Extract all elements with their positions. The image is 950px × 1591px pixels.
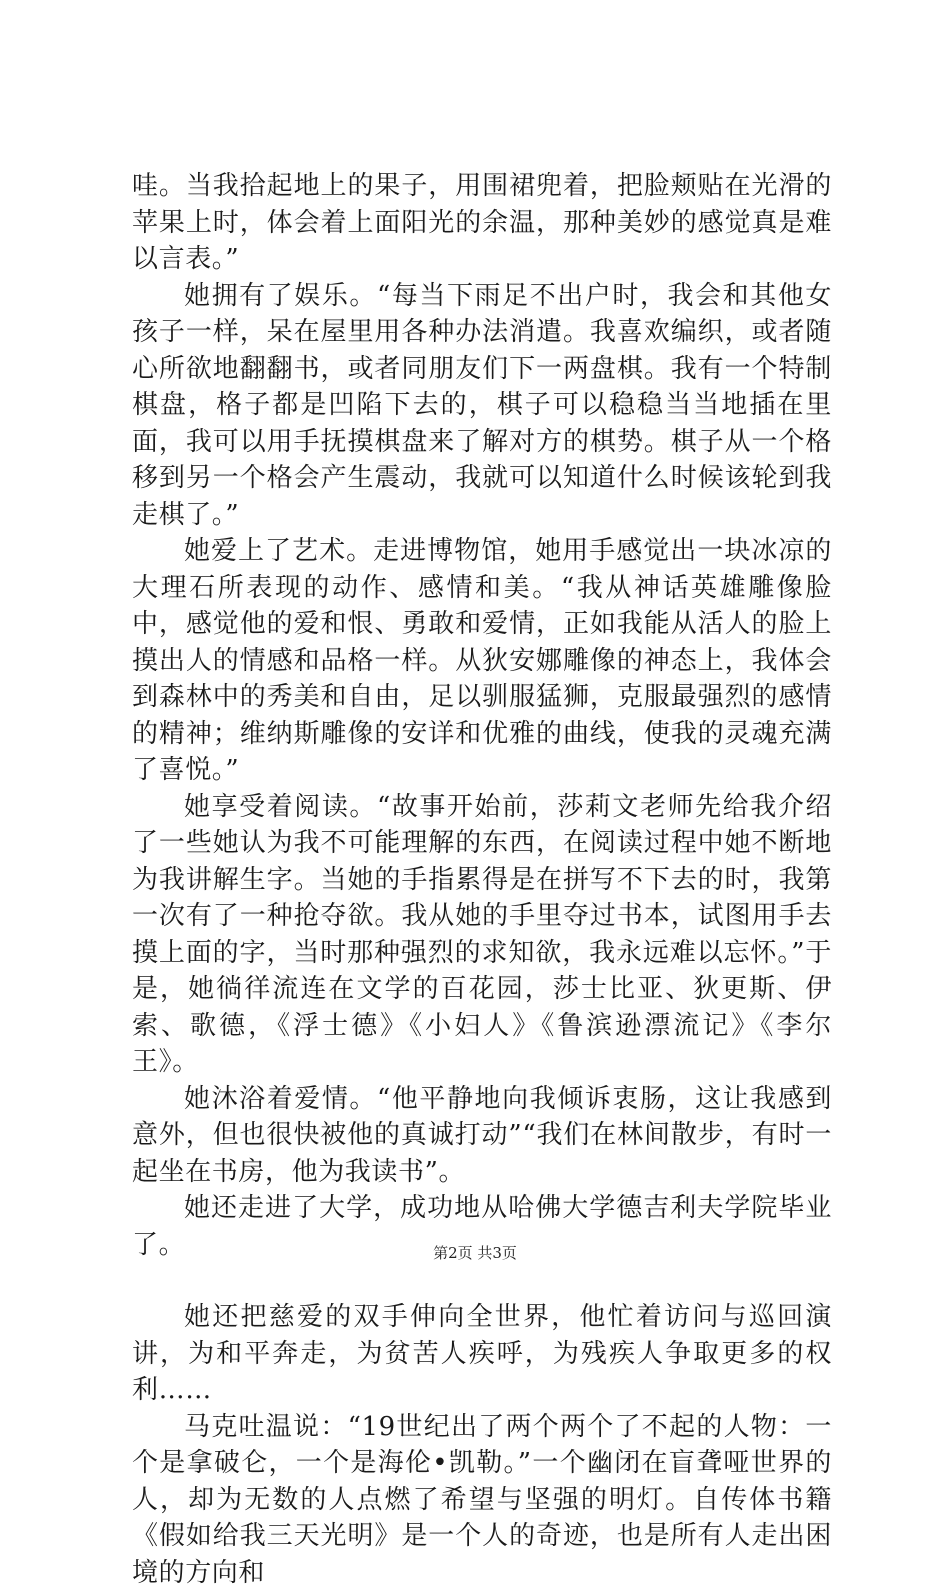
paragraph-art: 她爱上了艺术。走进博物馆，她用手感觉出一块冰凉的大理石所表现的动作、感情和美。“我从神话英雄雕像脸中，感觉他的爱和恨、勇敢和爱情，正如我能从活人的脸上摸出人的情感和品格一样。从狄安娜雕像的神态上，我体会到森林中的秀美和自由，足以驯服猛狮，克服最强烈的感情的精神；维纳斯雕像的安详和优雅的曲线，使我的灵魂充满了喜悦。” — [132, 533, 832, 789]
paragraph-university: 她还走进了大学，成功地从哈佛大学德吉利夫学院毕业了。 — [132, 1190, 832, 1263]
page-footer: 第2页 共3页 — [0, 1242, 950, 1263]
paragraph-mark-twain: 马克吐温说：“19世纪出了两个两个了不起的人物：一个是拿破仑，一个是海伦•凯勒。”一个幽闭在盲聋哑世界的人，却为无数的人点燃了希望与坚强的明灯。自传体书籍《假如给我三天光明》是一个人的奇迹，也是所有人走出困境的方向和 — [132, 1409, 832, 1591]
paragraph-world: 她还把慈爱的双手伸向全世界，他忙着访问与巡回演讲，为和平奔走，为贫苦人疾呼，为残疾人争取更多的权利…… — [132, 1299, 832, 1409]
paragraph-apple-memory: 哇。当我拾起地上的果子，用围裙兜着，把脸颊贴在光滑的苹果上时，体会着上面阳光的余温，那种美妙的感觉真是难以言表。” — [132, 168, 832, 278]
paragraph-entertainment: 她拥有了娱乐。“每当下雨足不出户时，我会和其他女孩子一样，呆在屋里用各种办法消遣。我喜欢编织，或者随心所欲地翻翻书，或者同朋友们下一两盘棋。我有一个特制棋盘，格子都是凹陷下去的，棋子可以稳稳当当地插在里面，我可以用手抚摸棋盘来了解对方的棋势。棋子从一个格移到另一个格会产生震动，我就可以知道什么时候该轮到我走棋了。” — [132, 278, 832, 534]
paragraph-love: 她沐浴着爱情。“他平静地向我倾诉衷肠，这让我感到意外，但也很快被他的真诚打动”“我们在林间散步，有时一起坐在书房，他为我读书”。 — [132, 1081, 832, 1191]
paragraph-reading: 她享受着阅读。“故事开始前，莎莉文老师先给我介绍了一些她认为我不可能理解的东西，在阅读过程中她不断地为我讲解生字。当她的手指累得是在拼写不下去的时，我第一次有了一种抢夺欲。我从她的手里夺过书本，试图用手去摸上面的字，当时那种强烈的求知欲，我永远难以忘怀。”于是，她徜徉流连在文学的百花园，莎士比亚、狄更斯、伊索、歌德，《浮士德》《小妇人》《鲁滨逊漂流记》《李尔王》。 — [132, 789, 832, 1081]
body-text — [132, 168, 832, 1591]
